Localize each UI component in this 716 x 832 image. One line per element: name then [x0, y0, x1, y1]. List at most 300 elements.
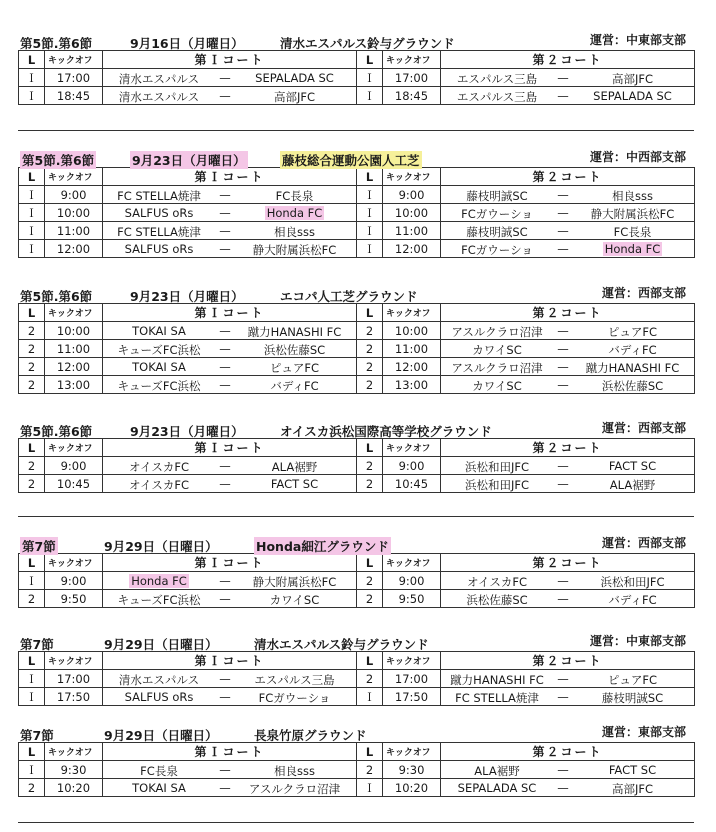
league-cell: Ｉ [19, 87, 45, 105]
kickoff-time: 12:00 [45, 240, 103, 258]
league-cell: Ｉ [19, 186, 45, 204]
venue-text: 清水エスパルス鈴与グラウンド [280, 36, 455, 51]
fixture-cell [103, 761, 357, 779]
away-team [573, 206, 692, 222]
court-1-header: 第Ｉコート [103, 168, 357, 186]
table-row [19, 761, 695, 779]
league-cell: 2 [19, 322, 45, 340]
kickoff-time: 18:45 [383, 87, 441, 105]
home-team [441, 324, 553, 340]
home-team [441, 459, 553, 475]
team-name: 浜松佐藤SC [263, 343, 326, 357]
team-name: バディFC [608, 593, 657, 607]
home-team [103, 71, 215, 87]
league-cell: 2 [357, 322, 383, 340]
organizer-label: 運営：西部支部 [601, 286, 686, 300]
court-2-header: 第２コート [441, 304, 695, 322]
kickoff-column-header: キックオフ [45, 168, 103, 186]
home-team [103, 360, 215, 374]
versus-dash: — [219, 342, 231, 356]
kickoff-time: 9:30 [383, 761, 441, 779]
fixture-cell [441, 240, 695, 258]
table-header-row [19, 743, 695, 761]
fixture-cell [103, 572, 357, 590]
away-team [573, 763, 692, 777]
table-row [19, 240, 695, 258]
match-section [18, 416, 694, 493]
table-row [19, 69, 695, 87]
league-column-header: L [19, 743, 45, 761]
home-team [441, 188, 553, 204]
kickoff-time: 10:00 [383, 322, 441, 340]
away-team [573, 224, 692, 240]
league-column-header: L [19, 51, 45, 69]
kickoff-column-header: キックオフ [383, 554, 441, 572]
table-header-row [19, 51, 695, 69]
fixture-cell [441, 222, 695, 240]
away-team [235, 378, 354, 394]
versus-dash: — [557, 89, 569, 103]
league-cell: Ｉ [19, 761, 45, 779]
team-name: 浜松和田JFC [464, 460, 530, 474]
home-team [103, 592, 215, 608]
home-team [441, 690, 553, 706]
organizer-label: 運営：西部支部 [601, 536, 686, 550]
kickoff-time: 9:00 [383, 457, 441, 475]
away-team [235, 360, 354, 376]
team-name: FACT SC [270, 477, 319, 491]
home-team [441, 242, 553, 258]
away-team [573, 342, 692, 358]
team-name: FCガウーショ [258, 691, 331, 705]
versus-dash: — [557, 206, 569, 220]
venue-text: 藤枝総合運動公園人工芝 [282, 153, 420, 168]
fixture-cell [441, 475, 695, 493]
versus-dash: — [219, 672, 231, 686]
table-header-row [19, 439, 695, 457]
venue-text: Honda細江グラウンド [256, 539, 389, 554]
away-team [573, 459, 692, 473]
court-2-header: 第２コート [441, 743, 695, 761]
team-name: オイスカFC [129, 460, 189, 474]
kickoff-time: 18:45 [45, 87, 103, 105]
table-row [19, 475, 695, 493]
date-text: 9月23日（月曜日） [130, 424, 244, 439]
fixture-cell [441, 572, 695, 590]
versus-dash: — [219, 781, 231, 795]
team-name: FC STELLA焼津 [117, 225, 201, 239]
away-team [235, 242, 354, 258]
home-team [103, 690, 215, 704]
league-column-header: L [357, 439, 383, 457]
court-1-header: 第Ｉコート [103, 51, 357, 69]
versus-dash: — [557, 477, 569, 491]
away-team [573, 672, 692, 688]
versus-dash: — [219, 574, 231, 588]
away-team [235, 224, 354, 240]
versus-dash: — [219, 378, 231, 392]
versus-dash: — [219, 763, 231, 777]
kickoff-time: 13:00 [383, 376, 441, 394]
away-team [235, 781, 354, 797]
away-team [235, 342, 354, 358]
kickoff-time: 10:00 [45, 204, 103, 222]
section-header [18, 281, 694, 303]
away-team [235, 690, 354, 706]
versus-dash: — [219, 89, 231, 103]
team-name: アスルクラロ沼津 [451, 325, 543, 339]
fixture-cell [103, 358, 357, 376]
team-name: 蹴力HANASHI FC [247, 325, 342, 339]
league-cell: Ｉ [357, 186, 383, 204]
league-cell: 2 [357, 572, 383, 590]
team-name: 静大附属浜松FC [590, 207, 675, 221]
away-team [573, 690, 692, 706]
team-name: アスルクラロ沼津 [451, 361, 543, 375]
league-column-header: L [357, 51, 383, 69]
fixture-table [18, 553, 695, 608]
league-cell: Ｉ [357, 69, 383, 87]
away-team [235, 477, 354, 491]
away-team [573, 360, 692, 376]
versus-dash: — [219, 477, 231, 491]
league-cell: Ｉ [357, 779, 383, 797]
kickoff-column-header: キックオフ [45, 554, 103, 572]
away-team [235, 206, 354, 220]
team-name: 浜松佐藤SC [601, 379, 664, 393]
organizer-label: 運営：中東部支部 [589, 33, 686, 47]
versus-dash: — [557, 574, 569, 588]
team-name: TOKAI SA [132, 360, 186, 374]
kickoff-column-header: キックオフ [45, 304, 103, 322]
organizer-label: 運営：西部支部 [601, 421, 686, 435]
league-cell: Ｉ [19, 222, 45, 240]
versus-dash: — [557, 763, 569, 777]
fixture-cell [103, 688, 357, 706]
kickoff-time: 9:00 [383, 186, 441, 204]
versus-dash: — [557, 242, 569, 256]
league-cell: 2 [357, 475, 383, 493]
versus-dash: — [557, 690, 569, 704]
team-name: SALFUS oRs [124, 242, 194, 256]
versus-dash: — [557, 342, 569, 356]
team-name: TOKAI SA [132, 324, 186, 338]
kickoff-column-header: キックオフ [45, 439, 103, 457]
home-team [103, 763, 215, 779]
fixture-cell [103, 322, 357, 340]
league-cell: Ｉ [357, 688, 383, 706]
kickoff-time: 11:00 [383, 222, 441, 240]
away-team [235, 672, 354, 688]
kickoff-time: 12:00 [45, 358, 103, 376]
court-2-header: 第２コート [441, 652, 695, 670]
home-team [441, 592, 553, 608]
home-team [103, 206, 215, 220]
fixture-cell [103, 222, 357, 240]
kickoff-column-header: キックオフ [383, 439, 441, 457]
team-name: 清水エスパルス [118, 673, 200, 687]
table-header-row [19, 652, 695, 670]
fixture-cell [441, 358, 695, 376]
team-name: オイスカFC [129, 478, 189, 492]
team-name: 高部JFC [273, 90, 316, 104]
league-cell: 2 [19, 376, 45, 394]
kickoff-column-header: キックオフ [383, 304, 441, 322]
team-name: SALFUS oRs [124, 206, 194, 220]
home-team [103, 242, 215, 256]
home-team [441, 224, 553, 240]
table-header-row [19, 304, 695, 322]
kickoff-time: 17:50 [45, 688, 103, 706]
team-name: 藤枝明誠SC [466, 225, 528, 239]
team-name: 蹴力HANASHI FC [585, 361, 680, 375]
versus-dash: — [219, 690, 231, 704]
date-text: 9月29日（日曜日） [104, 728, 218, 743]
section-header [18, 416, 694, 438]
league-cell: 2 [357, 457, 383, 475]
match-section [18, 145, 694, 258]
home-team [441, 477, 553, 493]
team-name: カワイSC [472, 379, 522, 393]
league-cell: 2 [19, 475, 45, 493]
kickoff-time: 10:45 [45, 475, 103, 493]
kickoff-column-header: キックオフ [45, 652, 103, 670]
fixture-cell [441, 186, 695, 204]
versus-dash: — [557, 324, 569, 338]
court-1-header: 第Ｉコート [103, 743, 357, 761]
away-team [235, 574, 354, 590]
kickoff-column-header: キックオフ [383, 652, 441, 670]
fixture-cell [103, 186, 357, 204]
team-name: キューズFC浜松 [117, 379, 201, 393]
fixture-cell [103, 590, 357, 608]
table-row [19, 322, 695, 340]
fixture-cell [441, 87, 695, 105]
away-team [573, 89, 692, 103]
league-cell: 2 [19, 590, 45, 608]
venue-text: 清水エスパルス鈴与グラウンド [254, 637, 429, 652]
team-name: SEPALADA SC [457, 781, 537, 795]
fixture-cell [441, 376, 695, 394]
table-row [19, 779, 695, 797]
team-name: キューズFC浜松 [117, 593, 201, 607]
match-section [18, 629, 694, 706]
team-name: FC STELLA焼津 [117, 189, 201, 203]
home-team [103, 324, 215, 338]
court-2-header: 第２コート [441, 554, 695, 572]
league-column-header: L [357, 168, 383, 186]
team-name: ALA裾野 [474, 764, 520, 778]
fixture-cell [441, 204, 695, 222]
fixture-cell [103, 240, 357, 258]
table-row [19, 572, 695, 590]
kickoff-time: 9:50 [383, 590, 441, 608]
court-1-header: 第Ｉコート [103, 439, 357, 457]
date-text: 9月29日（日曜日） [104, 539, 218, 554]
team-name: FC長泉 [275, 189, 314, 203]
team-name: ピュアFC [607, 673, 658, 687]
kickoff-time: 9:50 [45, 590, 103, 608]
league-column-header: L [357, 743, 383, 761]
team-name: FACT SC [608, 459, 657, 473]
away-team [573, 378, 692, 394]
fixture-cell [103, 779, 357, 797]
section-header [18, 531, 694, 553]
table-header-row [19, 554, 695, 572]
matchday-text: 第5節.第6節 [22, 153, 95, 168]
versus-dash: — [557, 592, 569, 606]
team-name: 相良sss [274, 764, 315, 778]
team-name: 藤枝明誠SC [466, 189, 528, 203]
league-cell: 2 [357, 670, 383, 688]
section-divider [18, 822, 694, 823]
league-cell: Ｉ [357, 222, 383, 240]
league-cell: 2 [19, 779, 45, 797]
team-name: アスルクラロ沼津 [248, 782, 341, 796]
league-cell: Ｉ [357, 240, 383, 258]
court-2-header: 第２コート [441, 168, 695, 186]
kickoff-time: 9:00 [45, 457, 103, 475]
league-cell: 2 [357, 340, 383, 358]
table-row [19, 590, 695, 608]
away-team [235, 71, 354, 85]
team-name: 浜松和田JFC [600, 575, 665, 589]
league-column-header: L [357, 304, 383, 322]
away-team [235, 763, 354, 779]
organizer-label: 運営：中東部支部 [589, 634, 686, 648]
table-row [19, 670, 695, 688]
home-team [103, 459, 215, 475]
team-name: Honda FC [266, 206, 323, 220]
versus-dash: — [219, 242, 231, 256]
home-team [103, 574, 215, 588]
league-cell: 2 [357, 761, 383, 779]
home-team [441, 672, 553, 688]
versus-dash: — [557, 224, 569, 238]
fixture-cell [103, 69, 357, 87]
team-name: 清水エスパルス [118, 72, 200, 86]
home-team [441, 342, 553, 358]
league-column-header: L [19, 652, 45, 670]
away-team [573, 477, 692, 493]
versus-dash: — [219, 324, 231, 338]
fixture-table [18, 438, 695, 493]
table-row [19, 457, 695, 475]
league-cell: 2 [357, 590, 383, 608]
kickoff-column-header: キックオフ [383, 743, 441, 761]
kickoff-column-header: キックオフ [383, 168, 441, 186]
date-text: 9月23日（月曜日） [132, 153, 246, 168]
league-column-header: L [19, 168, 45, 186]
team-name: キューズFC浜松 [117, 343, 201, 357]
home-team [441, 89, 553, 105]
league-cell: Ｉ [19, 572, 45, 590]
away-team [235, 459, 354, 475]
fixture-cell [103, 376, 357, 394]
match-section [18, 531, 694, 608]
match-section [18, 28, 694, 105]
table-row [19, 340, 695, 358]
home-team [441, 781, 553, 795]
table-row [19, 87, 695, 105]
kickoff-time: 13:00 [45, 376, 103, 394]
league-column-header: L [19, 439, 45, 457]
fixture-cell [441, 457, 695, 475]
home-team [103, 342, 215, 358]
kickoff-time: 10:20 [45, 779, 103, 797]
fixture-cell [103, 87, 357, 105]
kickoff-time: 17:00 [45, 69, 103, 87]
table-header-row [19, 168, 695, 186]
team-name: TOKAI SA [132, 781, 186, 795]
matchday-text: 第7節 [20, 728, 54, 743]
venue-text: エコパ人工芝グラウンド [280, 289, 418, 304]
league-cell: Ｉ [357, 87, 383, 105]
away-team [573, 242, 692, 256]
home-team [103, 89, 215, 105]
versus-dash: — [557, 71, 569, 85]
team-name: ALA裾野 [609, 478, 656, 492]
league-cell: Ｉ [19, 69, 45, 87]
versus-dash: — [557, 672, 569, 686]
section-header [18, 629, 694, 651]
versus-dash: — [219, 188, 231, 202]
league-column-header: L [19, 554, 45, 572]
kickoff-time: 12:00 [383, 240, 441, 258]
kickoff-column-header: キックオフ [45, 51, 103, 69]
fixture-table [18, 50, 695, 105]
home-team [103, 378, 215, 394]
fixture-table [18, 742, 695, 797]
team-name: カワイSC [269, 593, 320, 607]
league-cell: 2 [19, 358, 45, 376]
team-name: エスパルス三島 [254, 673, 335, 687]
kickoff-time: 9:00 [383, 572, 441, 590]
kickoff-time: 17:00 [383, 69, 441, 87]
section-header [18, 720, 694, 742]
team-name: バディFC [608, 343, 657, 357]
team-name: SEPALADA SC [593, 89, 672, 103]
home-team [441, 206, 553, 222]
team-name: SALFUS oRs [124, 690, 194, 704]
home-team [103, 224, 215, 240]
kickoff-time: 12:00 [383, 358, 441, 376]
team-name: 藤枝明誠SC [601, 691, 664, 705]
kickoff-time: 9:30 [45, 761, 103, 779]
team-name: FC長泉 [140, 764, 178, 778]
away-team [235, 324, 354, 340]
table-row [19, 358, 695, 376]
versus-dash: — [557, 188, 569, 202]
kickoff-time: 11:00 [383, 340, 441, 358]
section-divider [18, 130, 694, 131]
fixture-cell [103, 340, 357, 358]
team-name: 静大附属浜松FC [252, 243, 337, 257]
team-name: 相良sss [612, 189, 653, 203]
match-section [18, 281, 694, 394]
fixture-table [18, 651, 695, 706]
matchday-text: 第5節.第6節 [20, 289, 93, 304]
kickoff-time: 9:00 [45, 186, 103, 204]
team-name: 静大附属浜松FC [252, 575, 337, 589]
league-cell: 2 [19, 340, 45, 358]
versus-dash: — [219, 206, 231, 220]
team-name: バディFC [270, 379, 319, 393]
home-team [103, 477, 215, 493]
fixture-table [18, 167, 695, 258]
versus-dash: — [219, 224, 231, 238]
fixture-cell [441, 688, 695, 706]
